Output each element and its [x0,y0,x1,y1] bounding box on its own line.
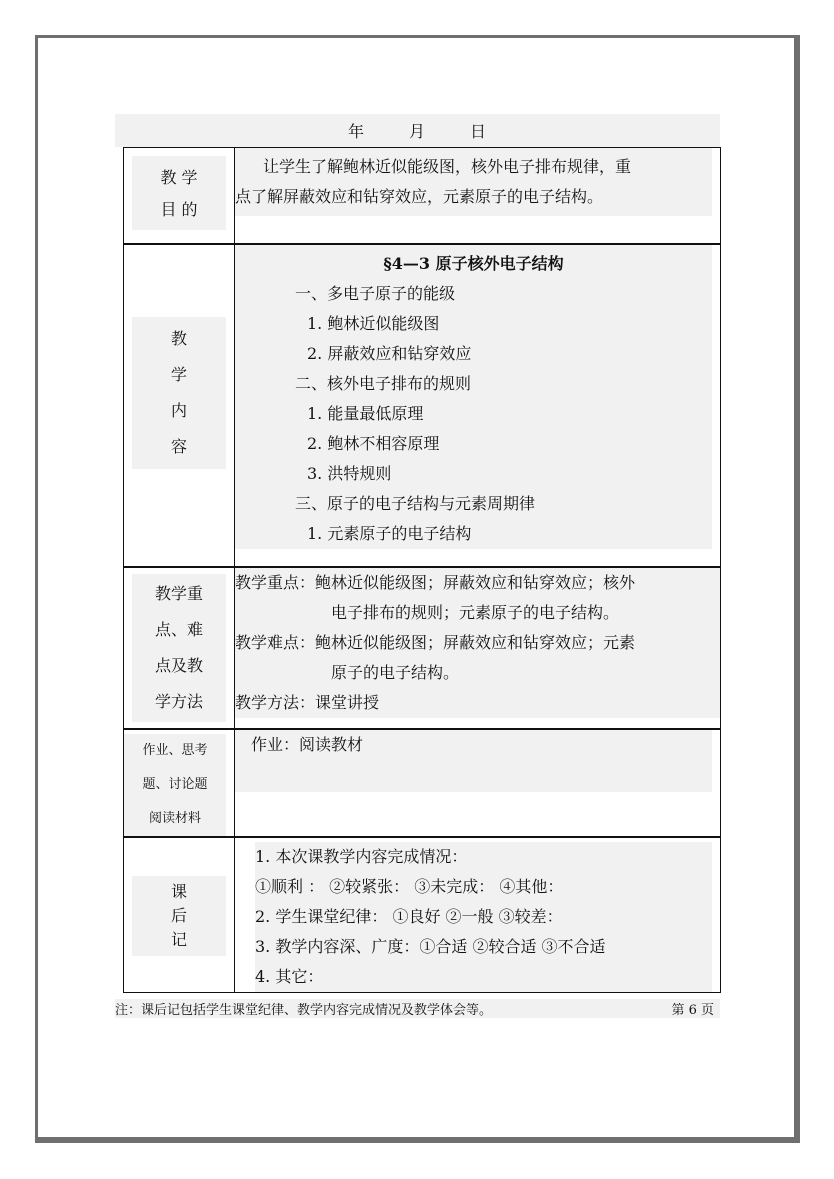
content-item-8: 三、原子的电子结构与元素周期律 [295,493,536,513]
content-label-line-4: 容 [170,436,187,456]
content-item-2: 1. 鲍林近似能级图 [307,313,440,333]
post-line-2: ①顺利 ： ②较紧张： ③未完成： ④其他： [255,876,564,896]
label-teaching-aims [124,148,235,244]
year-label: 年 [347,122,365,141]
row-post-class-notes [124,837,721,993]
content-label-line-2: 学 [170,364,187,384]
content-post-class-notes [235,837,721,993]
post-label-line-3: 记 [170,929,187,949]
teaching-method: 教学方法：课堂讲授 [235,692,380,712]
difficulties-line-2: 原子的电子结构。 [331,662,460,682]
content-item-9: 1. 元素原子的电子结构 [307,523,472,543]
post-line-5: 4. 其它： [255,966,324,986]
aims-label-line-1: 教 学 [160,168,198,187]
label-teaching-content [124,244,235,567]
post-label-line-2: 后 [170,905,187,925]
difficulties-prefix: 教学难点： [235,632,316,652]
content-key-points [235,567,721,729]
footer-note-text: 注：课后记包括学生课堂纪律、教学内容完成情况及教学体会等。 [115,1002,493,1018]
homework-label-line-3: 阅读材料 [124,802,226,836]
focus-label-line-1: 教学重 [154,583,203,603]
lesson-plan-table [123,147,721,993]
key-points-line-1: 鲍林近似能级图；屏蔽效应和钻穿效应；核外 [315,572,636,592]
post-line-4: 3. 教学内容深、广度：①合适 ②较合适 ③不合适 [255,936,606,956]
aims-line-2: 点了解屏蔽效应和钻穿效应，元素原子的电子结构。 [235,187,604,206]
key-points-prefix: 教学重点： [235,572,316,592]
row-key-points [124,567,721,729]
post-label-line-1: 课 [170,881,187,901]
focus-label-line-3: 点及教 [154,655,203,675]
content-teaching-aims [235,148,721,244]
content-item-4: 二、核外电子排布的规则 [295,373,472,393]
aims-line-1: 让学生了解鲍林近似能级图，核外电子排布规律，重 [263,157,632,176]
day-label: 日 [470,122,488,141]
row-homework [124,729,721,837]
focus-label-line-4: 学方法 [154,691,203,711]
key-points-line-2: 电子排布的规则；元素原子的电子结构。 [331,602,620,622]
post-line-1: 1. 本次课教学内容完成情况： [255,846,468,866]
date-row [115,114,720,147]
content-item-5: 1. 能量最低原理 [307,403,424,423]
homework-label-line-1: 作业、思考 [124,734,226,768]
content-item-1: 一、多电子原子的能级 [295,283,456,303]
difficulties-line-1: 鲍林近似能级图；屏蔽效应和钻穿效应；元素 [315,632,636,652]
content-item-7: 3. 洪特规则 [307,463,392,483]
page-number: 第 6 页 [671,1002,714,1018]
footer-note [115,999,720,1018]
lesson-plan-page [115,114,720,1018]
content-item-3: 2. 屏蔽效应和钻穿效应 [307,343,472,363]
homework-text: 作业：阅读教材 [251,734,364,754]
content-label-line-3: 内 [170,400,187,420]
homework-label-line-2: 题、讨论题 [124,768,226,802]
content-item-6: 2. 鲍林不相容原理 [307,433,440,453]
post-line-3: 2. 学生课堂纪律： ①良好 ②一般 ③较差： [255,906,563,926]
label-post-class-notes [124,837,235,993]
content-teaching-content [235,244,721,567]
row-teaching-content [124,244,721,567]
content-homework [235,729,721,837]
focus-label-line-2: 点、难 [154,619,203,639]
aims-label-line-2: 目 的 [160,200,198,219]
label-homework [124,729,235,837]
section-title: §4—3 原子核外电子结构 [383,253,564,273]
content-label-line-1: 教 [170,328,187,348]
month-label: 月 [408,122,426,141]
row-teaching-aims [124,148,721,244]
label-key-points [124,567,235,729]
